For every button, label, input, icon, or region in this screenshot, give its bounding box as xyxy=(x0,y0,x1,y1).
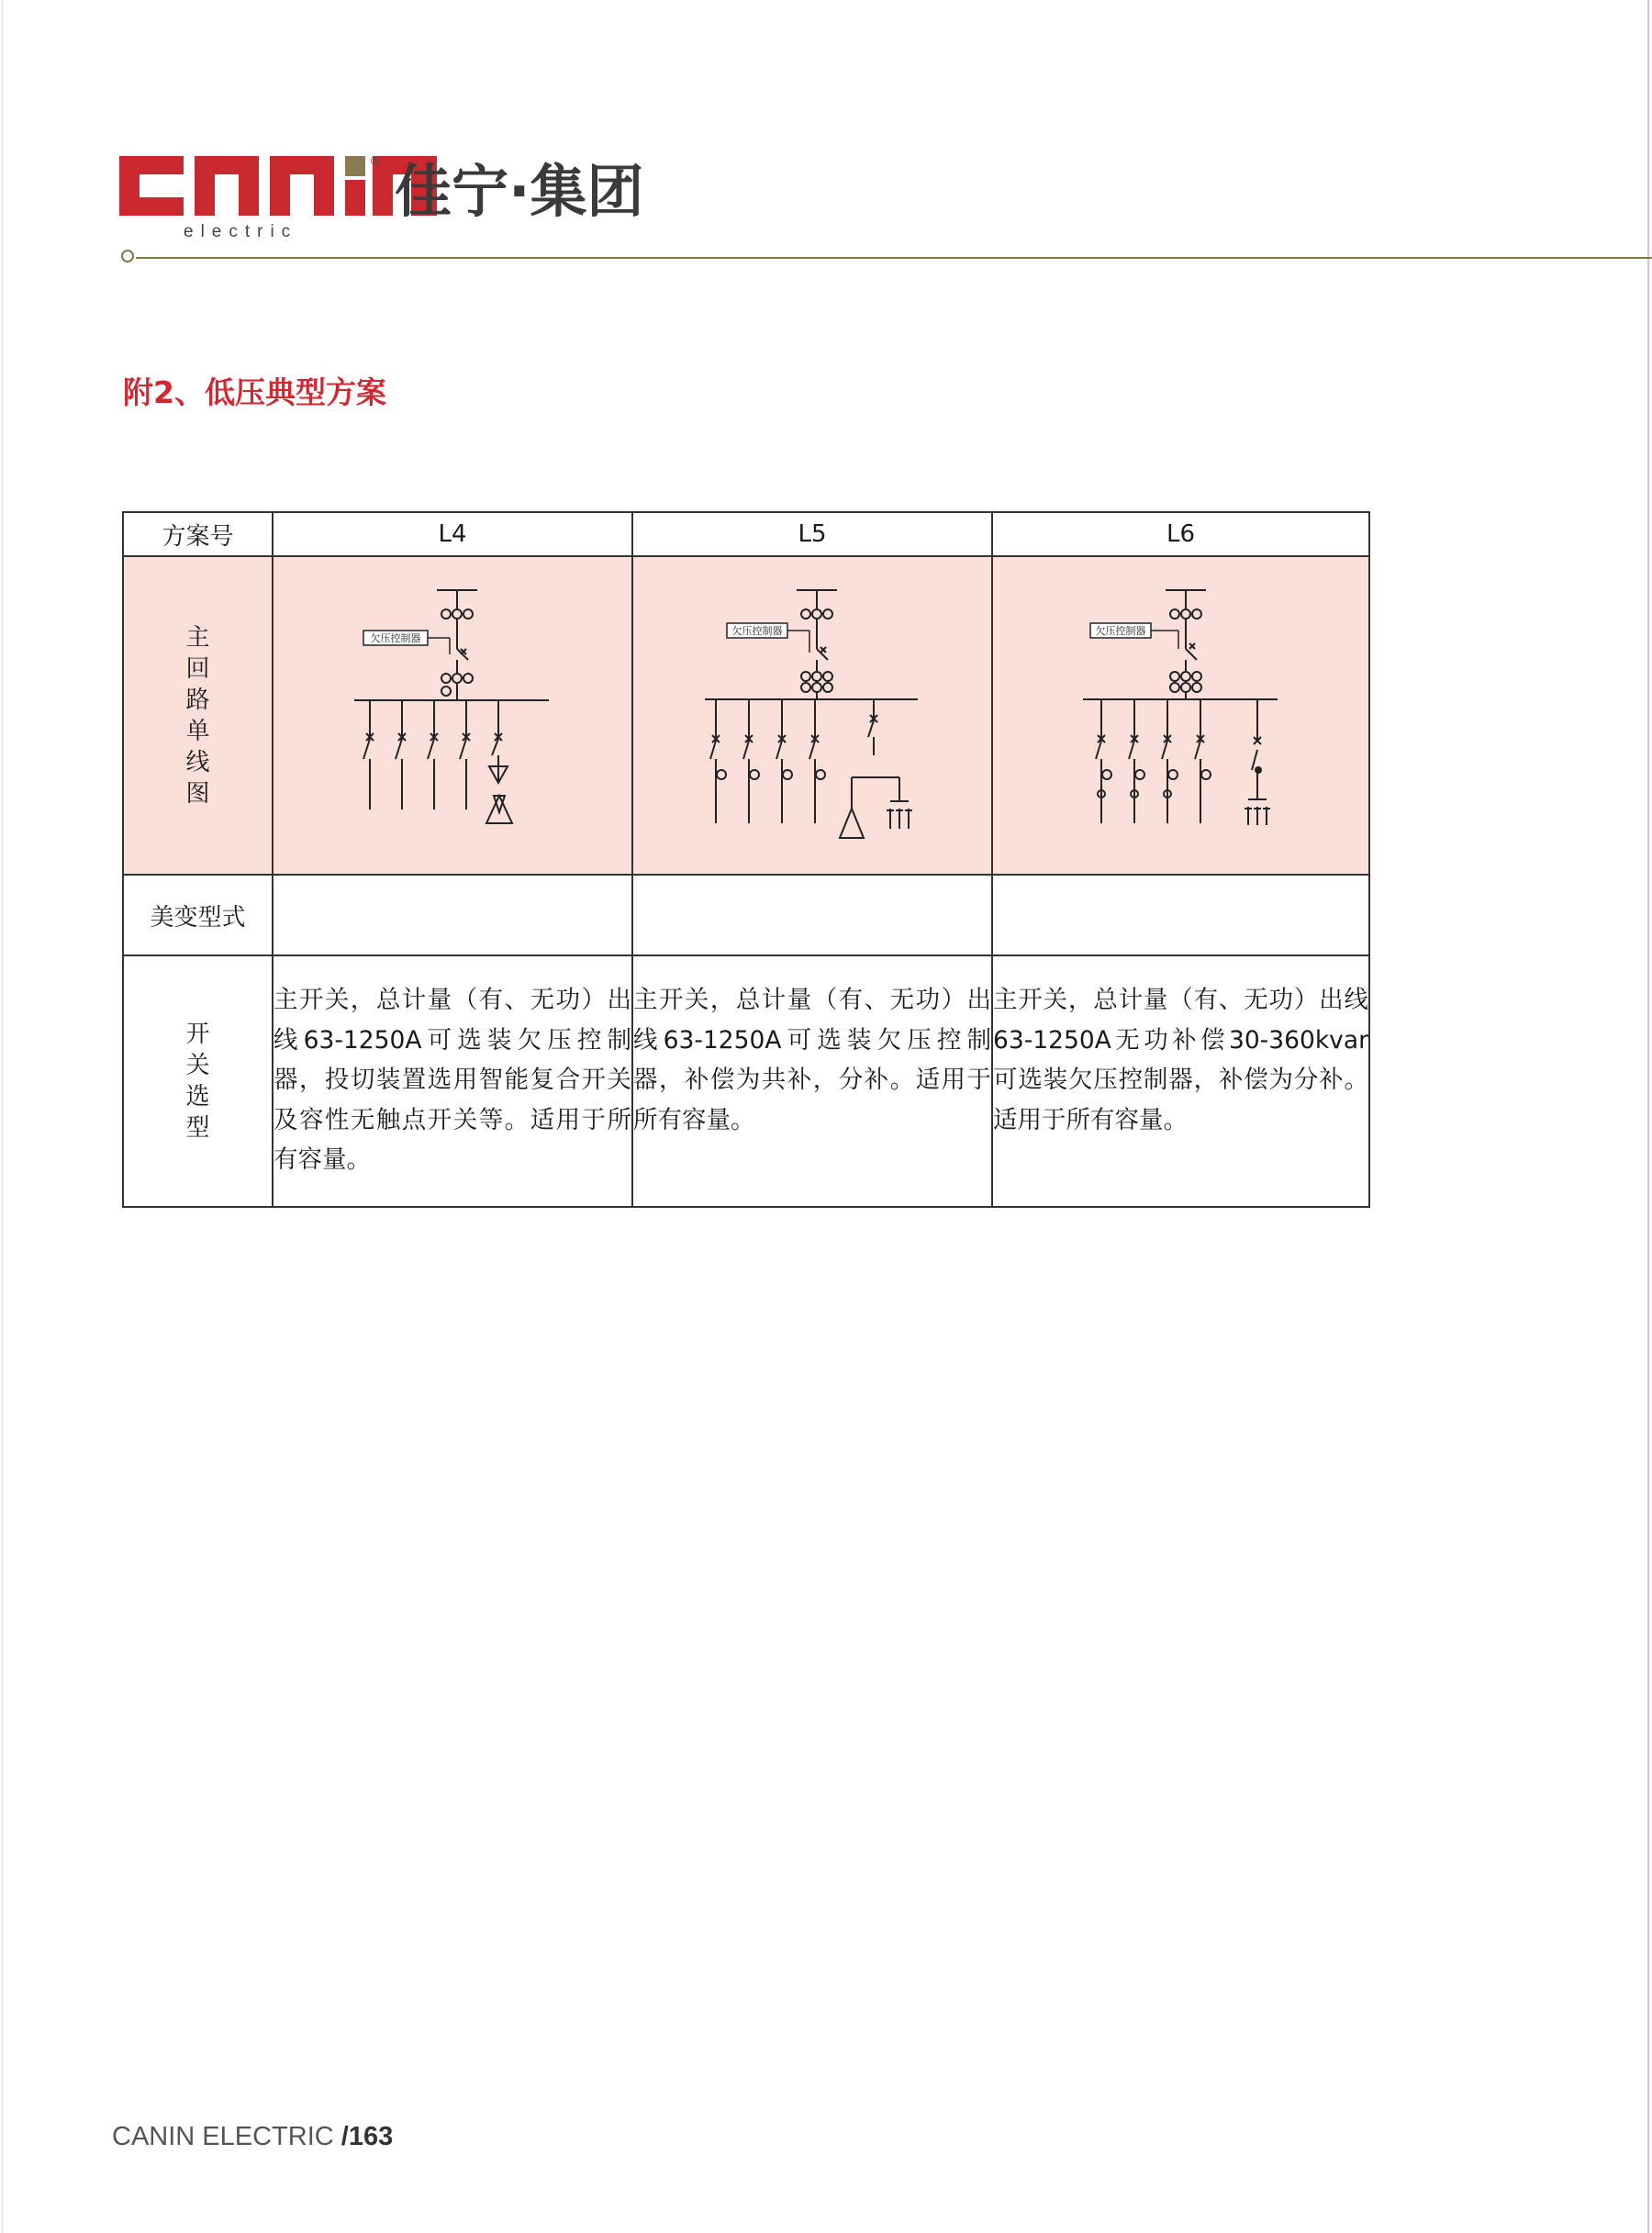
transformer-row-label: 美变型式 xyxy=(123,875,273,955)
diagram-cell-l5 xyxy=(632,556,992,875)
switch-desc-l5: 主开关，总计量（有、无功）出线63-1250A可选装欠压控制器，补偿为共补，分补。适用于所有容量。 xyxy=(633,986,991,1134)
scheme-id-l6: L6 xyxy=(992,512,1369,556)
brand-logo xyxy=(119,147,707,243)
ct-group-top-icon xyxy=(801,609,832,619)
footer-separator: / xyxy=(340,2122,349,2151)
header-dot-icon xyxy=(121,250,134,262)
diagram-row-label: 主回路单线图 xyxy=(185,623,210,808)
switch-row-label-cell xyxy=(123,955,273,1207)
single-line-diagram-l6 xyxy=(993,557,1370,874)
diagram-row-label-cell xyxy=(123,556,273,875)
switch-desc-l6: 主开关，总计量（有、无功）出线63-1250A无功补偿30-360kvar可选装欠压控制器，补偿为分补。适用于所有容量。 xyxy=(993,986,1368,1134)
switch-desc-cell-l6 xyxy=(992,955,1369,1207)
capacitor-branch-l5-icon xyxy=(840,699,912,838)
table-header-row xyxy=(123,512,1369,556)
logo-mark-icon xyxy=(119,156,437,216)
ct-group-top-icon xyxy=(1170,609,1201,619)
section-title: 附2、低压典型方案 xyxy=(123,374,386,410)
logo-registered: ® xyxy=(369,154,382,169)
transformer-cell-l6 xyxy=(992,875,1369,955)
capacitor-branch-l4-icon xyxy=(486,700,512,823)
page-border-right xyxy=(1647,0,1649,2233)
capacitor-branch-l6-icon xyxy=(1245,699,1270,825)
logo-cn-name: 佳宁·集团 xyxy=(395,158,644,225)
single-line-diagram-l4 xyxy=(273,557,633,874)
feeder-group-l5 xyxy=(710,699,825,823)
col-header-label: 方案号 xyxy=(123,512,273,556)
scheme-table xyxy=(122,511,1370,1208)
feeder-group-l4 xyxy=(363,700,470,809)
logo-sub: electric xyxy=(184,222,298,241)
switch-desc-l4: 主开关，总计量（有、无功）出线63-1250A可选装欠压控制器，投切装置选用智能复合开关及容性无触点开关等。适用于所有容量。 xyxy=(273,986,631,1174)
transformer-row xyxy=(123,875,1369,955)
switch-desc-cell-l5 xyxy=(632,955,992,1207)
page-border-left xyxy=(2,0,3,2233)
feeder-group-l6 xyxy=(1096,699,1211,823)
diagram-row xyxy=(123,556,1369,875)
footer-company: CANIN ELECTRIC xyxy=(112,2122,334,2151)
scheme-id-l5: L5 xyxy=(632,512,992,556)
switch-row-label: 开关选型 xyxy=(185,1021,210,1142)
controller-label-l5: 欠压控制器 xyxy=(731,625,783,637)
transformer-cell-l4 xyxy=(273,875,632,955)
switch-row xyxy=(123,955,1369,1207)
single-line-diagram-l5 xyxy=(633,557,993,874)
ct-group-top-icon xyxy=(441,609,473,619)
diagram-cell-l6 xyxy=(992,556,1369,875)
controller-label-l6: 欠压控制器 xyxy=(1095,625,1146,637)
header-rule xyxy=(136,257,1652,259)
ct-group-mid-icon xyxy=(1170,672,1201,692)
scheme-id-l4: L4 xyxy=(273,512,632,556)
controller-label-l4: 欠压控制器 xyxy=(370,632,421,644)
footer-page-number: 163 xyxy=(348,2122,394,2151)
switch-desc-cell-l4 xyxy=(273,955,632,1207)
diagram-cell-l4 xyxy=(273,556,632,875)
page-footer xyxy=(112,2122,393,2152)
ct-group-mid-icon xyxy=(801,672,832,692)
transformer-cell-l5 xyxy=(632,875,992,955)
